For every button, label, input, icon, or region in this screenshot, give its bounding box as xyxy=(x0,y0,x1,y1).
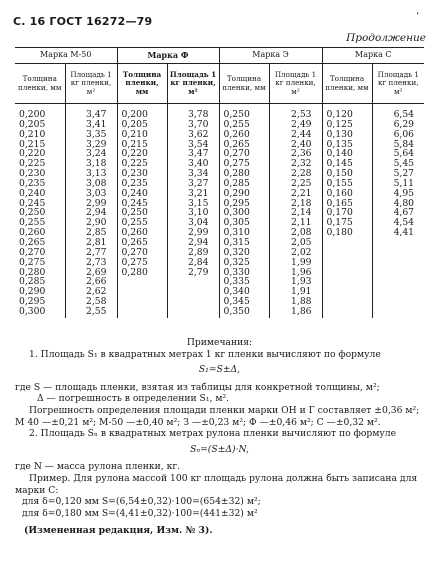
table-cell: 3,13 xyxy=(86,168,107,180)
table-cell: 2,32 xyxy=(291,158,312,170)
table-cell: 2,02 xyxy=(291,246,312,258)
table-cell: 4,67 xyxy=(393,207,415,219)
amendment-note: (Измененная редакция, Изм. № 3). xyxy=(24,525,213,537)
table-cell: 2,66 xyxy=(86,276,107,288)
table-cell: 0,230 xyxy=(19,168,46,180)
thickness-header: Толщина пленки, мм xyxy=(322,64,372,104)
brand-header-e: Марка Э xyxy=(219,48,322,64)
area-column-f xyxy=(167,104,219,318)
table-cell: 2,62 xyxy=(86,286,107,298)
note-1: 1. Площадь S₁ в квадратных метрах 1 кг пленки вычисляют по формуле xyxy=(29,348,381,360)
table-cell: 0,120 xyxy=(326,109,353,120)
table-cell: 1,96 xyxy=(291,266,312,278)
area-header: Площадь 1 кг пленки, м² xyxy=(269,64,322,104)
table-cell: 2,84 xyxy=(188,256,209,268)
page-header: С. 16 ГОСТ 16272—79 xyxy=(13,15,153,28)
table-cell: 0,175 xyxy=(326,217,353,229)
notes-section xyxy=(15,337,424,537)
table-cell: 3,08 xyxy=(86,177,107,189)
table-cell: 3,18 xyxy=(86,158,107,170)
table-cell: 0,270 xyxy=(223,148,250,160)
thickness-header: Толщина пленки, мм xyxy=(117,64,167,104)
where-2: где N — масса рулона пленки, кг. xyxy=(15,461,181,473)
continuation-label: Продолжение xyxy=(346,32,426,44)
table-cell: 0,145 xyxy=(326,158,353,170)
table-cell: 0,300 xyxy=(223,207,250,219)
table-cell: 0,270 xyxy=(19,246,46,258)
table-cell: 0,210 xyxy=(19,128,46,140)
table-cell: 2,36 xyxy=(291,148,312,160)
table-cell: 3,34 xyxy=(188,168,209,180)
table-cell: 2,55 xyxy=(86,305,107,317)
table-cell: 3,03 xyxy=(86,187,107,199)
area-column-s xyxy=(372,104,424,318)
table-cell: 0,300 xyxy=(19,305,46,317)
table-cell: 3,47 xyxy=(188,148,209,160)
table-cell: 0,255 xyxy=(19,217,46,229)
table-cell: 0,275 xyxy=(223,158,250,170)
table-cell: 2,85 xyxy=(86,227,107,239)
table-cell: 3,29 xyxy=(86,138,107,150)
table-cell: 2,49 xyxy=(291,118,312,130)
table-cell: 0,265 xyxy=(121,236,148,248)
table-cell: 0,345 xyxy=(223,296,250,308)
area-column-e xyxy=(269,104,322,318)
table-cell: 1,99 xyxy=(291,256,312,268)
table-cell: 0,310 xyxy=(223,227,250,239)
table-cell: 0,165 xyxy=(326,197,353,209)
film-area-table xyxy=(15,47,424,318)
table-cell: 0,200 xyxy=(121,109,148,120)
table-cell: 2,99 xyxy=(188,227,209,239)
accuracy-line-2: М 40 —±0,21 м²; М-50 —±0,40 м²; З —±0,23 м²; Ф —±0,46 м²; С —±0,32 м². xyxy=(15,416,381,428)
table-cell: 0,220 xyxy=(121,148,148,160)
table-cell: 0,130 xyxy=(326,128,353,140)
table-cell: 0,295 xyxy=(223,197,250,209)
notes-heading: Примечания: xyxy=(186,337,253,348)
table-cell: 0,320 xyxy=(223,246,250,258)
area-header: Площадь 1 кг пленки, м² xyxy=(65,64,117,104)
table-cell: 2,28 xyxy=(291,168,312,180)
brand-header-f: Марка Ф xyxy=(117,48,219,64)
table-cell: 4,41 xyxy=(393,227,415,239)
table-cell: 0,250 xyxy=(19,207,46,219)
table-cell: 0,250 xyxy=(223,109,250,120)
table-cell: 5,11 xyxy=(393,177,415,189)
formula-1: S₁=S±Δ, xyxy=(198,364,241,376)
formula-2: Sₙ=(S±Δ)·N, xyxy=(190,443,249,455)
table-cell: 0,135 xyxy=(326,138,353,150)
table-cell: 0,260 xyxy=(121,227,148,239)
area-column-m50 xyxy=(65,104,117,318)
table-cell: 0,325 xyxy=(223,256,250,268)
table-cell: 0,265 xyxy=(19,236,46,248)
thickness-column-s xyxy=(322,104,372,318)
thickness-column-f xyxy=(117,104,167,318)
table-cell: 0,215 xyxy=(121,138,148,150)
table-cell: 1,88 xyxy=(291,296,312,308)
table-cell: 0,245 xyxy=(121,197,148,209)
table-cell: 2,53 xyxy=(291,109,312,120)
table-cell: 3,40 xyxy=(188,158,209,170)
table-cell: 3,62 xyxy=(188,128,209,140)
table-cell: 0,220 xyxy=(19,148,46,160)
table-cell: 2,94 xyxy=(188,236,209,248)
thickness-column-e xyxy=(219,104,269,318)
table-cell: 0,170 xyxy=(326,207,353,219)
table-cell: 2,94 xyxy=(86,207,107,219)
table-cell: 0,305 xyxy=(223,217,250,229)
table-cell: 2,40 xyxy=(291,138,312,150)
table-cell: 2,77 xyxy=(86,246,107,258)
table-cell: 3,70 xyxy=(188,118,209,130)
table-cell: 2,25 xyxy=(291,177,312,189)
note-2: 2. Площадь Sₙ в квадратных метрах рулона пленки вычисляют по формуле xyxy=(29,428,397,440)
table-cell: 2,58 xyxy=(86,296,107,308)
table-cell: 2,44 xyxy=(291,128,312,140)
table-cell: 1,86 xyxy=(291,305,312,317)
table-cell: 5,27 xyxy=(393,168,415,180)
thickness-column-m50 xyxy=(15,104,65,318)
table-cell: 0,330 xyxy=(223,266,250,278)
table-cell: 0,150 xyxy=(326,168,353,180)
table-cell: 0,280 xyxy=(223,168,250,180)
table-cell: 0,315 xyxy=(223,236,250,248)
table-cell: 2,81 xyxy=(86,236,107,248)
table-cell: 3,54 xyxy=(188,138,209,150)
table-cell: 2,99 xyxy=(86,197,107,209)
table-cell: 3,21 xyxy=(188,187,209,199)
thickness-header: Толщина пленки, мм xyxy=(15,64,65,104)
table-cell: 0,275 xyxy=(121,256,148,268)
table-cell: 0,245 xyxy=(19,197,46,209)
table-cell: 3,35 xyxy=(86,128,107,140)
corner-mark: ' xyxy=(416,12,419,22)
table-cell: 0,240 xyxy=(19,187,46,199)
table-cell: 3,47 xyxy=(86,109,107,120)
table-cell: 0,230 xyxy=(121,168,148,180)
table-cell: 0,340 xyxy=(223,286,250,298)
table-cell: 0,275 xyxy=(19,256,46,268)
table-cell: 0,205 xyxy=(19,118,46,130)
where-1: где S — площадь пленки, взятая из таблицы для конкретной толщины, м²; xyxy=(15,381,380,393)
example-line-1: для δ=0,120 мм S=(6,54±0,32)·100=(654±32) м²; xyxy=(22,496,261,508)
brand-header-m50: Марка М-50 xyxy=(15,48,117,64)
table-cell: 5,45 xyxy=(393,158,415,170)
table-cell: 0,125 xyxy=(326,118,353,130)
table-cell: 3,27 xyxy=(188,177,209,189)
area-header: Площадь 1 кг пленки, м² xyxy=(167,64,219,104)
table-cell: 0,270 xyxy=(121,246,148,258)
where-1b: Δ — погрешность в определении S₁, м². xyxy=(37,393,230,405)
table-cell: 2,21 xyxy=(291,187,312,199)
table-cell: 0,240 xyxy=(121,187,148,199)
table-cell: 0,140 xyxy=(326,148,353,160)
table-cell: 3,24 xyxy=(86,148,107,160)
table-cell: 2,14 xyxy=(291,207,312,219)
table-cell: 3,78 xyxy=(188,109,209,120)
table-cell: 2,73 xyxy=(86,256,107,268)
table-cell: 2,69 xyxy=(86,266,107,278)
table-cell: 1,93 xyxy=(291,276,312,288)
table-cell: 0,290 xyxy=(19,286,46,298)
table-cell: 0,205 xyxy=(121,118,148,130)
table-cell: 0,290 xyxy=(223,187,250,199)
table-cell: 0,210 xyxy=(121,128,148,140)
table-cell: 0,250 xyxy=(121,207,148,219)
table-cell: 0,160 xyxy=(326,187,353,199)
brand-header-s: Марка С xyxy=(322,48,424,64)
table-cell: 0,295 xyxy=(19,296,46,308)
table-cell: 0,235 xyxy=(121,177,148,189)
table-cell: 2,11 xyxy=(291,217,312,229)
table-cell: 4,95 xyxy=(393,187,415,199)
table-cell: 0,225 xyxy=(19,158,46,170)
table-cell: 2,89 xyxy=(188,246,209,258)
table-cell: 0,260 xyxy=(223,128,250,140)
table-cell: 0,335 xyxy=(223,276,250,288)
table-cell: 5,64 xyxy=(393,148,415,160)
table-cell: 0,255 xyxy=(121,217,148,229)
table-cell: 0,350 xyxy=(223,305,250,317)
table-cell: 0,260 xyxy=(19,227,46,239)
table-cell: 6,54 xyxy=(393,109,415,120)
table-cell: 0,155 xyxy=(326,177,353,189)
table-cell: 0,200 xyxy=(19,109,46,120)
table-cell: 5,84 xyxy=(393,138,415,150)
table-cell: 1,91 xyxy=(291,286,312,298)
thickness-header: Толщина пленки, мм xyxy=(219,64,269,104)
table-cell: 6,29 xyxy=(393,118,415,130)
table-cell: 2,08 xyxy=(291,227,312,239)
table-cell: 2,79 xyxy=(188,266,209,278)
table-cell: 0,285 xyxy=(19,276,46,288)
table-cell: 4,54 xyxy=(393,217,415,229)
table-cell: 6,06 xyxy=(393,128,415,140)
table-cell: 0,280 xyxy=(121,266,148,278)
table-cell: 3,04 xyxy=(188,217,209,229)
table-cell: 3,10 xyxy=(188,207,209,219)
table-cell: 0,265 xyxy=(223,138,250,150)
accuracy-line-1: Погрешность определения площади пленки марки ОН и Г составляет ±0,36 м²; xyxy=(29,404,420,416)
table-cell: 0,215 xyxy=(19,138,46,150)
table-cell: 2,90 xyxy=(86,217,107,229)
table-cell: 0,225 xyxy=(121,158,148,170)
table-cell: 0,235 xyxy=(19,177,46,189)
table-cell: 2,18 xyxy=(291,197,312,209)
area-header: Площадь 1 кг пленки, м² xyxy=(372,64,424,104)
example-line-2: для δ=0,180 мм S=(4,41±0,32)·100=(441±32) м² xyxy=(22,507,258,519)
table-cell: 2,05 xyxy=(291,236,312,248)
table-cell: 4,80 xyxy=(393,197,415,209)
table-cell: 3,15 xyxy=(188,197,209,209)
table-cell: 0,180 xyxy=(326,227,353,239)
example-text: Пример. Для рулона массой 100 кг площадь рулона должна быть записана для марки С: xyxy=(15,472,418,496)
table-cell: 0,255 xyxy=(223,118,250,130)
table-cell: 0,280 xyxy=(19,266,46,278)
table-cell: 0,285 xyxy=(223,177,250,189)
table-cell: 3,41 xyxy=(86,118,107,130)
